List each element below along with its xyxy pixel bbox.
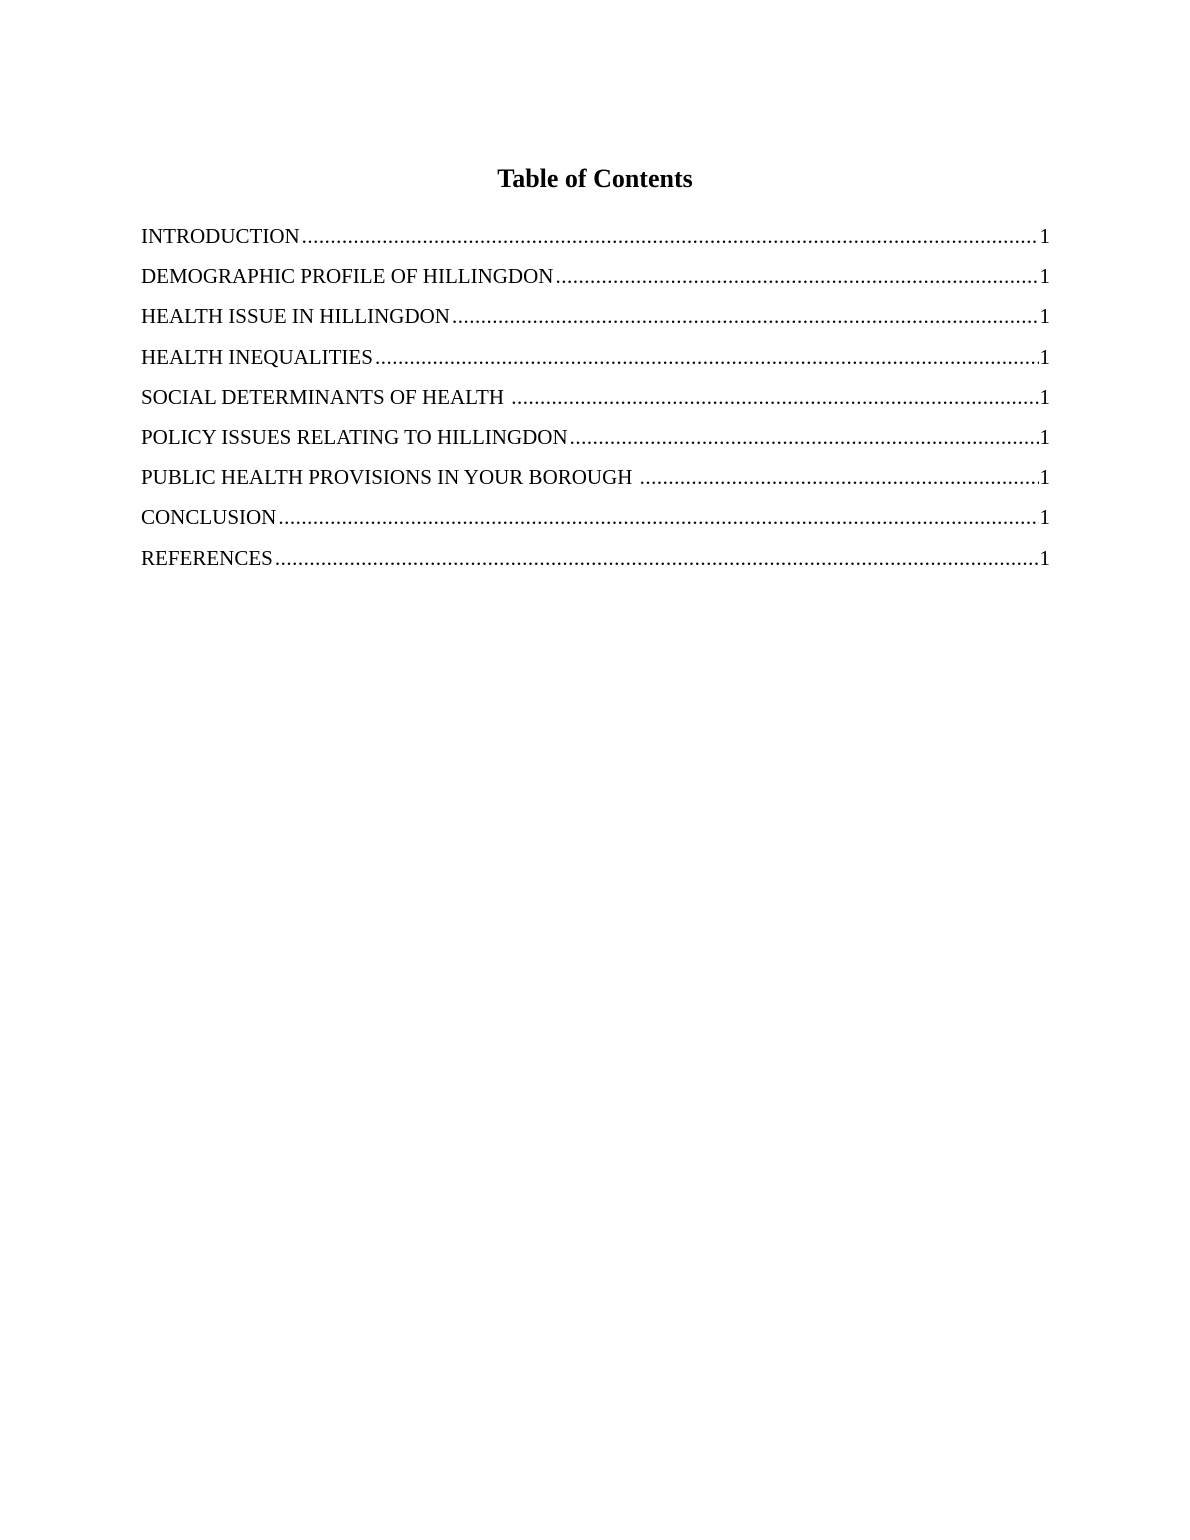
toc-leader-dots bbox=[375, 343, 1039, 371]
toc-entry-demographic-profile[interactable] bbox=[141, 262, 1050, 302]
toc-entry-text[interactable]: PUBLIC HEALTH PROVISIONS IN YOUR BOROUGH bbox=[141, 465, 638, 490]
toc-entry-policy-issues[interactable] bbox=[141, 423, 1050, 463]
toc-entry-text[interactable]: HEALTH INEQUALITIES bbox=[141, 344, 373, 369]
toc-leader-dots bbox=[640, 463, 1039, 491]
toc-leader-dots bbox=[570, 423, 1039, 451]
toc-entry-text[interactable]: POLICY ISSUES RELATING TO HILLINGDON bbox=[141, 424, 568, 449]
toc-page-number: 1 bbox=[1039, 465, 1050, 490]
toc-page-number: 1 bbox=[1039, 224, 1050, 248]
toc-list bbox=[141, 222, 1050, 584]
toc-leader-dots bbox=[275, 544, 1039, 572]
toc-entry-references[interactable] bbox=[141, 544, 1050, 584]
toc-leader-dots bbox=[555, 262, 1038, 290]
toc-entry-text[interactable]: DEMOGRAPHIC PROFILE OF HILLINGDON bbox=[141, 264, 554, 289]
toc-page-number: 1 bbox=[1039, 304, 1050, 329]
toc-page-number: 1 bbox=[1039, 264, 1050, 289]
toc-entry-text[interactable]: REFERENCES bbox=[141, 545, 273, 570]
toc-leader-dots bbox=[511, 383, 1038, 411]
toc-page-number: 1 bbox=[1039, 505, 1050, 530]
toc-leader-dots bbox=[452, 302, 1039, 330]
toc-entry-conclusion[interactable] bbox=[141, 503, 1050, 543]
toc-page-number: 1 bbox=[1039, 545, 1050, 570]
toc-page-number: 1 bbox=[1039, 384, 1050, 409]
toc-entry-text[interactable]: INTRODUCTION bbox=[141, 224, 300, 248]
toc-entry-public-health-provisions[interactable] bbox=[141, 463, 1050, 503]
toc-entry-health-inequalities[interactable] bbox=[141, 343, 1050, 383]
toc-page-number: 1 bbox=[1039, 424, 1050, 449]
toc-leader-dots bbox=[302, 222, 1039, 250]
toc-entry-text[interactable]: SOCIAL DETERMINANTS OF HEALTH bbox=[141, 384, 510, 409]
toc-page-number: 1 bbox=[1039, 344, 1050, 369]
toc-entry-introduction[interactable] bbox=[141, 222, 1050, 262]
toc-entry-text[interactable]: HEALTH ISSUE IN HILLINGDON bbox=[141, 304, 450, 329]
toc-entry-health-issue[interactable] bbox=[141, 302, 1050, 342]
toc-leader-dots bbox=[278, 503, 1038, 531]
toc-entry-text[interactable]: CONCLUSION bbox=[141, 505, 277, 530]
toc-entry-social-determinants[interactable] bbox=[141, 383, 1050, 423]
toc-title: Table of Contents bbox=[497, 164, 693, 193]
